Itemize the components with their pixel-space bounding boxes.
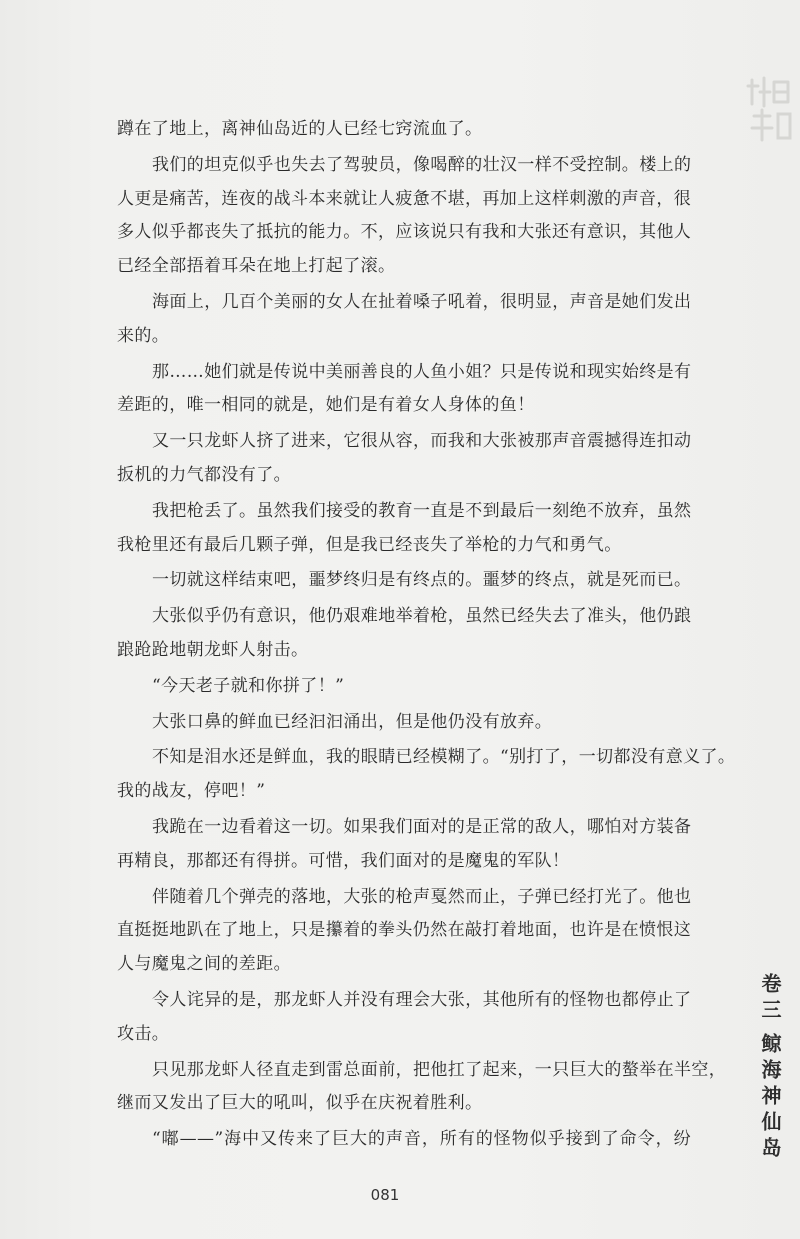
text-line: 人更是痛苦，连夜的战斗本来就让人疲惫不堪，再加上这样刺激的声音，很 xyxy=(117,188,692,209)
text-line: 我跪在一边看着这一切。如果我们面对的是正常的敌人，哪怕对方装备 xyxy=(152,816,692,837)
text-line: 我把枪丢了。虽然我们接受的教育一直是不到最后一刻绝不放弃，虽然 xyxy=(152,500,692,521)
paragraph xyxy=(117,984,691,1052)
paragraph xyxy=(117,425,691,493)
paragraph xyxy=(117,1054,727,1122)
text-line: 大张口鼻的鲜血已经汩汩涌出，但是他仍没有放弃。 xyxy=(152,711,553,732)
paragraph xyxy=(117,881,691,982)
paragraph xyxy=(117,564,691,598)
text-line: 又一只龙虾人挤了进来，它很从容，而我和大张被那声音震撼得连扣动 xyxy=(152,431,692,452)
paragraph xyxy=(117,811,691,879)
text-line: 来的。 xyxy=(117,325,170,346)
running-title-book: 鲸海神仙岛 xyxy=(758,1033,782,1163)
body-text xyxy=(117,113,736,1157)
text-line: 海面上，几百个美丽的女人在扯着嗓子吼着，很明显，声音是她们发出 xyxy=(152,291,692,312)
text-line: 扳机的力气都没有了。 xyxy=(117,464,291,485)
text-line: 我的战友，停吧！” xyxy=(117,781,266,802)
text-line: 多人似乎都丧失了抵抗的能力。不，应该说只有我和大张还有意识，其他人 xyxy=(117,222,692,243)
text-line: 踉跄跄地朝龙虾人射击。 xyxy=(117,639,309,660)
paragraph xyxy=(117,356,691,424)
paragraph xyxy=(117,741,736,809)
text-line: 人与魔鬼之间的差距。 xyxy=(117,954,291,975)
text-line: 我枪里还有最后几颗子弹，但是我已经丧失了举枪的力气和勇气。 xyxy=(117,534,622,555)
paragraph xyxy=(117,706,691,740)
text-line: 已经全部捂着耳朵在地上打起了滚。 xyxy=(117,256,396,277)
running-title-volume: 卷三 xyxy=(758,973,782,1025)
paragraph xyxy=(117,495,691,563)
text-line: 不知是泪水还是鲜血，我的眼睛已经模糊了。“别打了，一切都没有意义了。 xyxy=(152,747,736,768)
text-line: 伴随着几个弹壳的落地，大张的枪声戛然而止，子弹已经打光了。他也 xyxy=(152,886,692,907)
text-line: 攻击。 xyxy=(117,1023,170,1044)
paragraph xyxy=(117,113,691,147)
paragraph xyxy=(117,1123,691,1157)
paragraph xyxy=(117,286,691,354)
text-line: 直挺挺地趴在了地上，只是攥着的拳头仍然在敲打着地面，也许是在愤恨这 xyxy=(117,920,692,941)
text-line: 再精良，那都还有得拼。可惜，我们面对的是魔鬼的军队！ xyxy=(117,850,570,871)
text-line: 令人诧异的是，那龙虾人并没有理会大张，其他所有的怪物也都停止了 xyxy=(152,989,692,1010)
text-line: 只见那龙虾人径直走到雷总面前，把他扛了起来，一只巨大的螯举在半空， xyxy=(152,1059,727,1080)
paragraph xyxy=(117,670,691,704)
text-line: 那……她们就是传说中美丽善良的人鱼小姐？只是传说和现实始终是有 xyxy=(152,361,692,382)
paragraph xyxy=(117,600,691,668)
header-ornament xyxy=(744,74,796,146)
paragraph xyxy=(117,149,691,284)
text-line: 蹲在了地上，离神仙岛近的人已经七窍流血了。 xyxy=(117,119,483,139)
text-line: 差距的，唯一相同的就是，她们是有着女人身体的鱼！ xyxy=(117,395,535,416)
text-line: 大张似乎仍有意识，他仍艰难地举着枪，虽然已经失去了准头，他仍踉 xyxy=(152,606,692,627)
text-line: 我们的坦克似乎也失去了驾驶员，像喝醉的壮汉一样不受控制。楼上的 xyxy=(152,154,692,175)
text-line: 一切就这样结束吧，噩梦终归是有终点的。噩梦的终点，就是死而已。 xyxy=(152,570,692,591)
text-line: 继而又发出了巨大的吼叫，似乎在庆祝着胜利。 xyxy=(117,1093,483,1114)
text-line: “嘟——”海中又传来了巨大的声音，所有的怪物似乎接到了命令，纷 xyxy=(152,1129,691,1150)
page-number: 081 xyxy=(370,1186,400,1204)
text-line: “今天老子就和你拼了！” xyxy=(152,675,345,696)
